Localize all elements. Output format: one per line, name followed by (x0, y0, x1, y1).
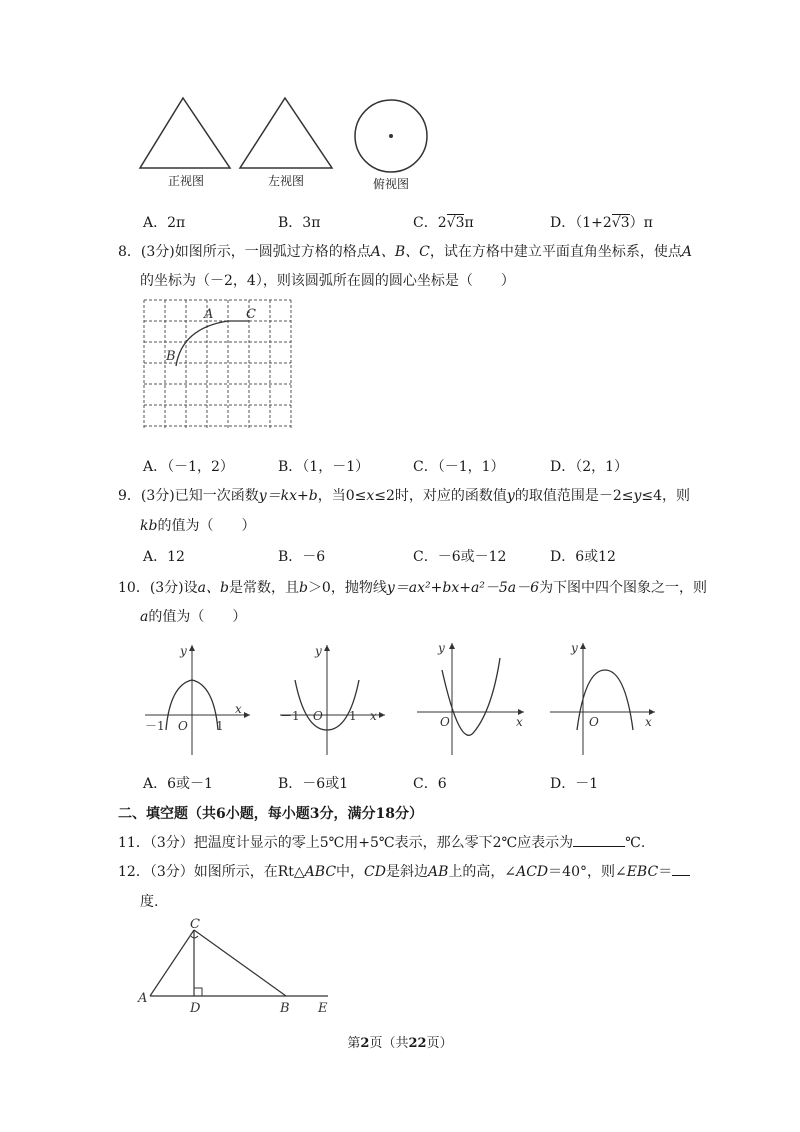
svg-text:A: A (138, 991, 148, 1006)
q7-option-b: B．3π (278, 215, 321, 231)
q12-triangle-figure (136, 917, 346, 1020)
svg-text:y: y (438, 641, 445, 655)
svg-text:x: x (645, 715, 652, 729)
svg-text:C: C (190, 917, 200, 932)
front-view-triangle (138, 96, 238, 176)
q11-answer-blank (573, 846, 625, 847)
q12-line1: 12．（3分）如图所示，在Rt△ABC中，CD是斜边AB上的高，∠ACD＝40°，则∠EBC＝ (118, 862, 690, 882)
q10-graph-c (412, 640, 532, 760)
q9-line2: kb的值为（ ） (140, 518, 256, 534)
q8-grid-figure (142, 298, 302, 433)
svg-text:1: 1 (349, 709, 357, 723)
svg-text:x: x (516, 715, 523, 729)
front-view-label: 正视图 (168, 174, 205, 188)
svg-text:B: B (280, 1001, 290, 1016)
q10-graph-d (545, 640, 665, 760)
svg-text:O: O (589, 715, 599, 729)
svg-text:－1: －1 (145, 719, 165, 733)
q10-line1: 10．(3分)设a、b是常数，且b＞0，抛物线y＝ax²+bx+a²－5a－6为下图中四个图象之一，则 (118, 580, 708, 596)
q10-graph-a (140, 640, 260, 760)
svg-text:x: x (235, 702, 242, 716)
svg-text:x: x (370, 709, 377, 723)
q10-line2: a的值为（ ） (140, 609, 247, 625)
page-footer: 第2页（共22页） (347, 1036, 453, 1051)
top-view-circle (353, 98, 433, 178)
q8-option-a: A．（－1，2） (143, 459, 234, 475)
svg-text:y: y (180, 644, 187, 658)
q8-option-c: C．（－1，1） (413, 459, 505, 475)
q10-option-d: D．－1 (550, 776, 599, 792)
q10-graph-b (275, 640, 395, 760)
q8-point-b: B (166, 349, 176, 364)
left-view-label: 左视图 (268, 174, 305, 188)
section-title-fill-in: 二、填空题（共6小题，每小题3分，满分18分） (118, 806, 423, 822)
svg-text:O: O (440, 715, 450, 729)
q10-option-c: C．6 (413, 776, 447, 792)
svg-text:－1: －1 (280, 709, 300, 723)
svg-text:E: E (318, 1001, 328, 1016)
q12-answer-blank (672, 875, 690, 876)
svg-text:1: 1 (216, 719, 224, 733)
q9-option-a: A．12 (143, 549, 185, 565)
svg-text:D: D (190, 1001, 201, 1016)
q12-line2: 度. (140, 894, 159, 910)
q8-point-a: A (204, 307, 214, 322)
q11-text: 11．（3分）把温度计显示的零上5℃用+5℃表示，那么零下2℃应表示为 ℃. (118, 835, 646, 851)
q8-option-d: D．（2，1） (550, 459, 629, 475)
left-view-triangle (238, 96, 338, 176)
q8-line2: 的坐标为（－2，4），则该圆弧所在圆的圆心坐标是（ ） (140, 273, 515, 289)
svg-text:O: O (313, 709, 323, 723)
q10-option-a: A．6或－1 (143, 776, 213, 792)
svg-text:y: y (571, 641, 578, 655)
q7-option-d: D．（1+2√3）π (550, 215, 653, 231)
q9-line1: 9．(3分)已知一次函数y＝kx+b，当0≤x≤2时，对应的函数值y的取值范围是－2≤y≤4，则 (118, 488, 691, 504)
q9-option-c: C．－6或－12 (413, 549, 507, 565)
top-view-label: 俯视图 (373, 177, 410, 191)
q8-point-c: C (246, 307, 256, 322)
q10-option-b: B．－6或1 (278, 776, 349, 792)
q8-option-b: B．（1，－1） (278, 459, 370, 475)
q7-option-c: C．2√3π (413, 215, 474, 231)
q8-line1: 8．(3分)如图所示，一圆弧过方格的格点A、B、C，试在方格中建立平面直角坐标系，使点A (118, 244, 692, 260)
svg-text:O: O (178, 719, 188, 733)
q9-option-b: B．－6 (278, 549, 326, 565)
q9-option-d: D．6或12 (550, 549, 616, 565)
svg-text:y: y (315, 644, 322, 658)
q7-option-a: A．2π (143, 215, 186, 231)
